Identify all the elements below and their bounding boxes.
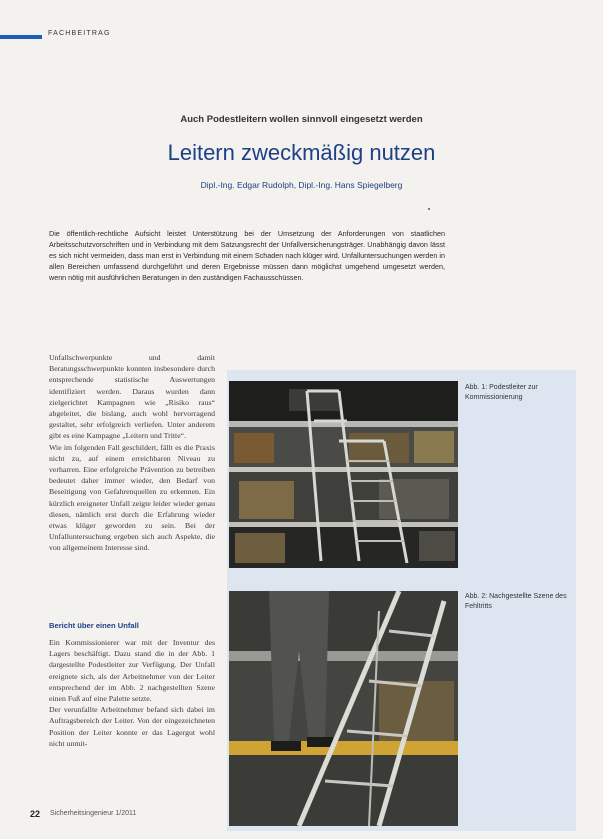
misstep-scene-image [229,591,458,826]
article-intro: Die öffentlich-rechtliche Aufsicht leistet Unterstützung bei der Umsetzung der Anforderungen von staatlichen Arbeitsschutzvorschriften und in Verbindung mit dem Satzungsrecht der Unfallversicherungsträger. Unabhängig davon lässt es sich nicht vermeiden, dass man erst in Verbindung mit einem Schaden nach klüger wird. Unfalluntersuchungen werden in allen Bereichen umfassend durchgeführt und deren Ergebnisse müssen dann möglichst umgehend umgesetzt werden, wenn nötig mit ausführlichen Beratungen in den zuständigen Fachausschüssen. [49,229,445,282]
figure-1-photo [229,381,458,568]
figure-2-caption: Abb. 2: Nachgestellte Szene des Fehltritts [465,593,567,610]
section-heading: Bericht über einen Unfall [49,621,139,630]
article-authors: Dipl.-Ing. Edgar Rudolph, Dipl.-Ing. Hans Spiegelberg [200,180,403,190]
body-paragraph: Wie im folgenden Fall geschildert, fällt es die Praxis nicht zu, auf einem erreichbaren Niveau zu verharren. Eine erfolgreiche Prävention zu betreiben bedeutet daher immer wieder, den Bedarf von Beseitigung von Gefahrenquellen zu erkennen. Ein kürzlich ereigneter Unfall zeigte leider wieder genau diesen, nämlich erst durch die Erfahrung wieder etwas klüger geworden zu sein. Bei der Unfalluntersuchung ergeben sich auch Aspekte, die von allgemeinem Interesse sind. [49,442,215,553]
figure-1-caption: Abb. 1: Podestleiter zur Kommissionierung [465,384,538,401]
body-paragraph: Der verunfallte Arbeitnehmer befand sich dabei im Auftragsbereich der Leiter. Von der eingezeichneten Position der Leiter konnte er das Lagergut wohl nicht unmit- [49,705,215,748]
stray-dot [428,208,430,210]
figure-2-photo [229,591,458,826]
section-accent-bar [0,35,42,39]
body-column-top [49,352,215,554]
body-paragraph: Ein Kommissionierer war mit der Inventur des Lagers beschäftigt. Dazu stand die in der Abb. 1 dargestellte Podestleiter zur Verfügung. Der Unfall ereignete sich, als der Arbeitnehmer von der Leiter entsprechend der im Abb. 2 nachgestellten Szene einen Fuß auf eine Palette setzte. [49,638,215,704]
article-title: Leitern zweckmäßig nutzen [167,140,436,165]
journal-name: Sicherheitsingenieur 1/2011 [50,810,137,817]
body-column-bottom [49,637,215,749]
warehouse-ladder-image [229,381,458,568]
page-number: 22 [30,809,41,819]
section-label: FACHBEITRAG [48,30,111,37]
body-paragraph: Unfallschwerpunkte und damit Beratungsschwerpunkte konnten insbesondere durch entsprechende statistische Auswertungen identifiziert werden. Daraus wurden dann zielgerichtet Kampagnen wie „Risiko raus“ abgeleitet, die bislang, auch wohl hervorragend gestaltet, sehr erfolgreich verliefen. Unter anderem gibt es eine Kampagne „Leitern und Tritte“. [49,353,215,441]
article-subtitle: Auch Podestleitern wollen sinnvoll eingesetzt werden [180,114,423,125]
